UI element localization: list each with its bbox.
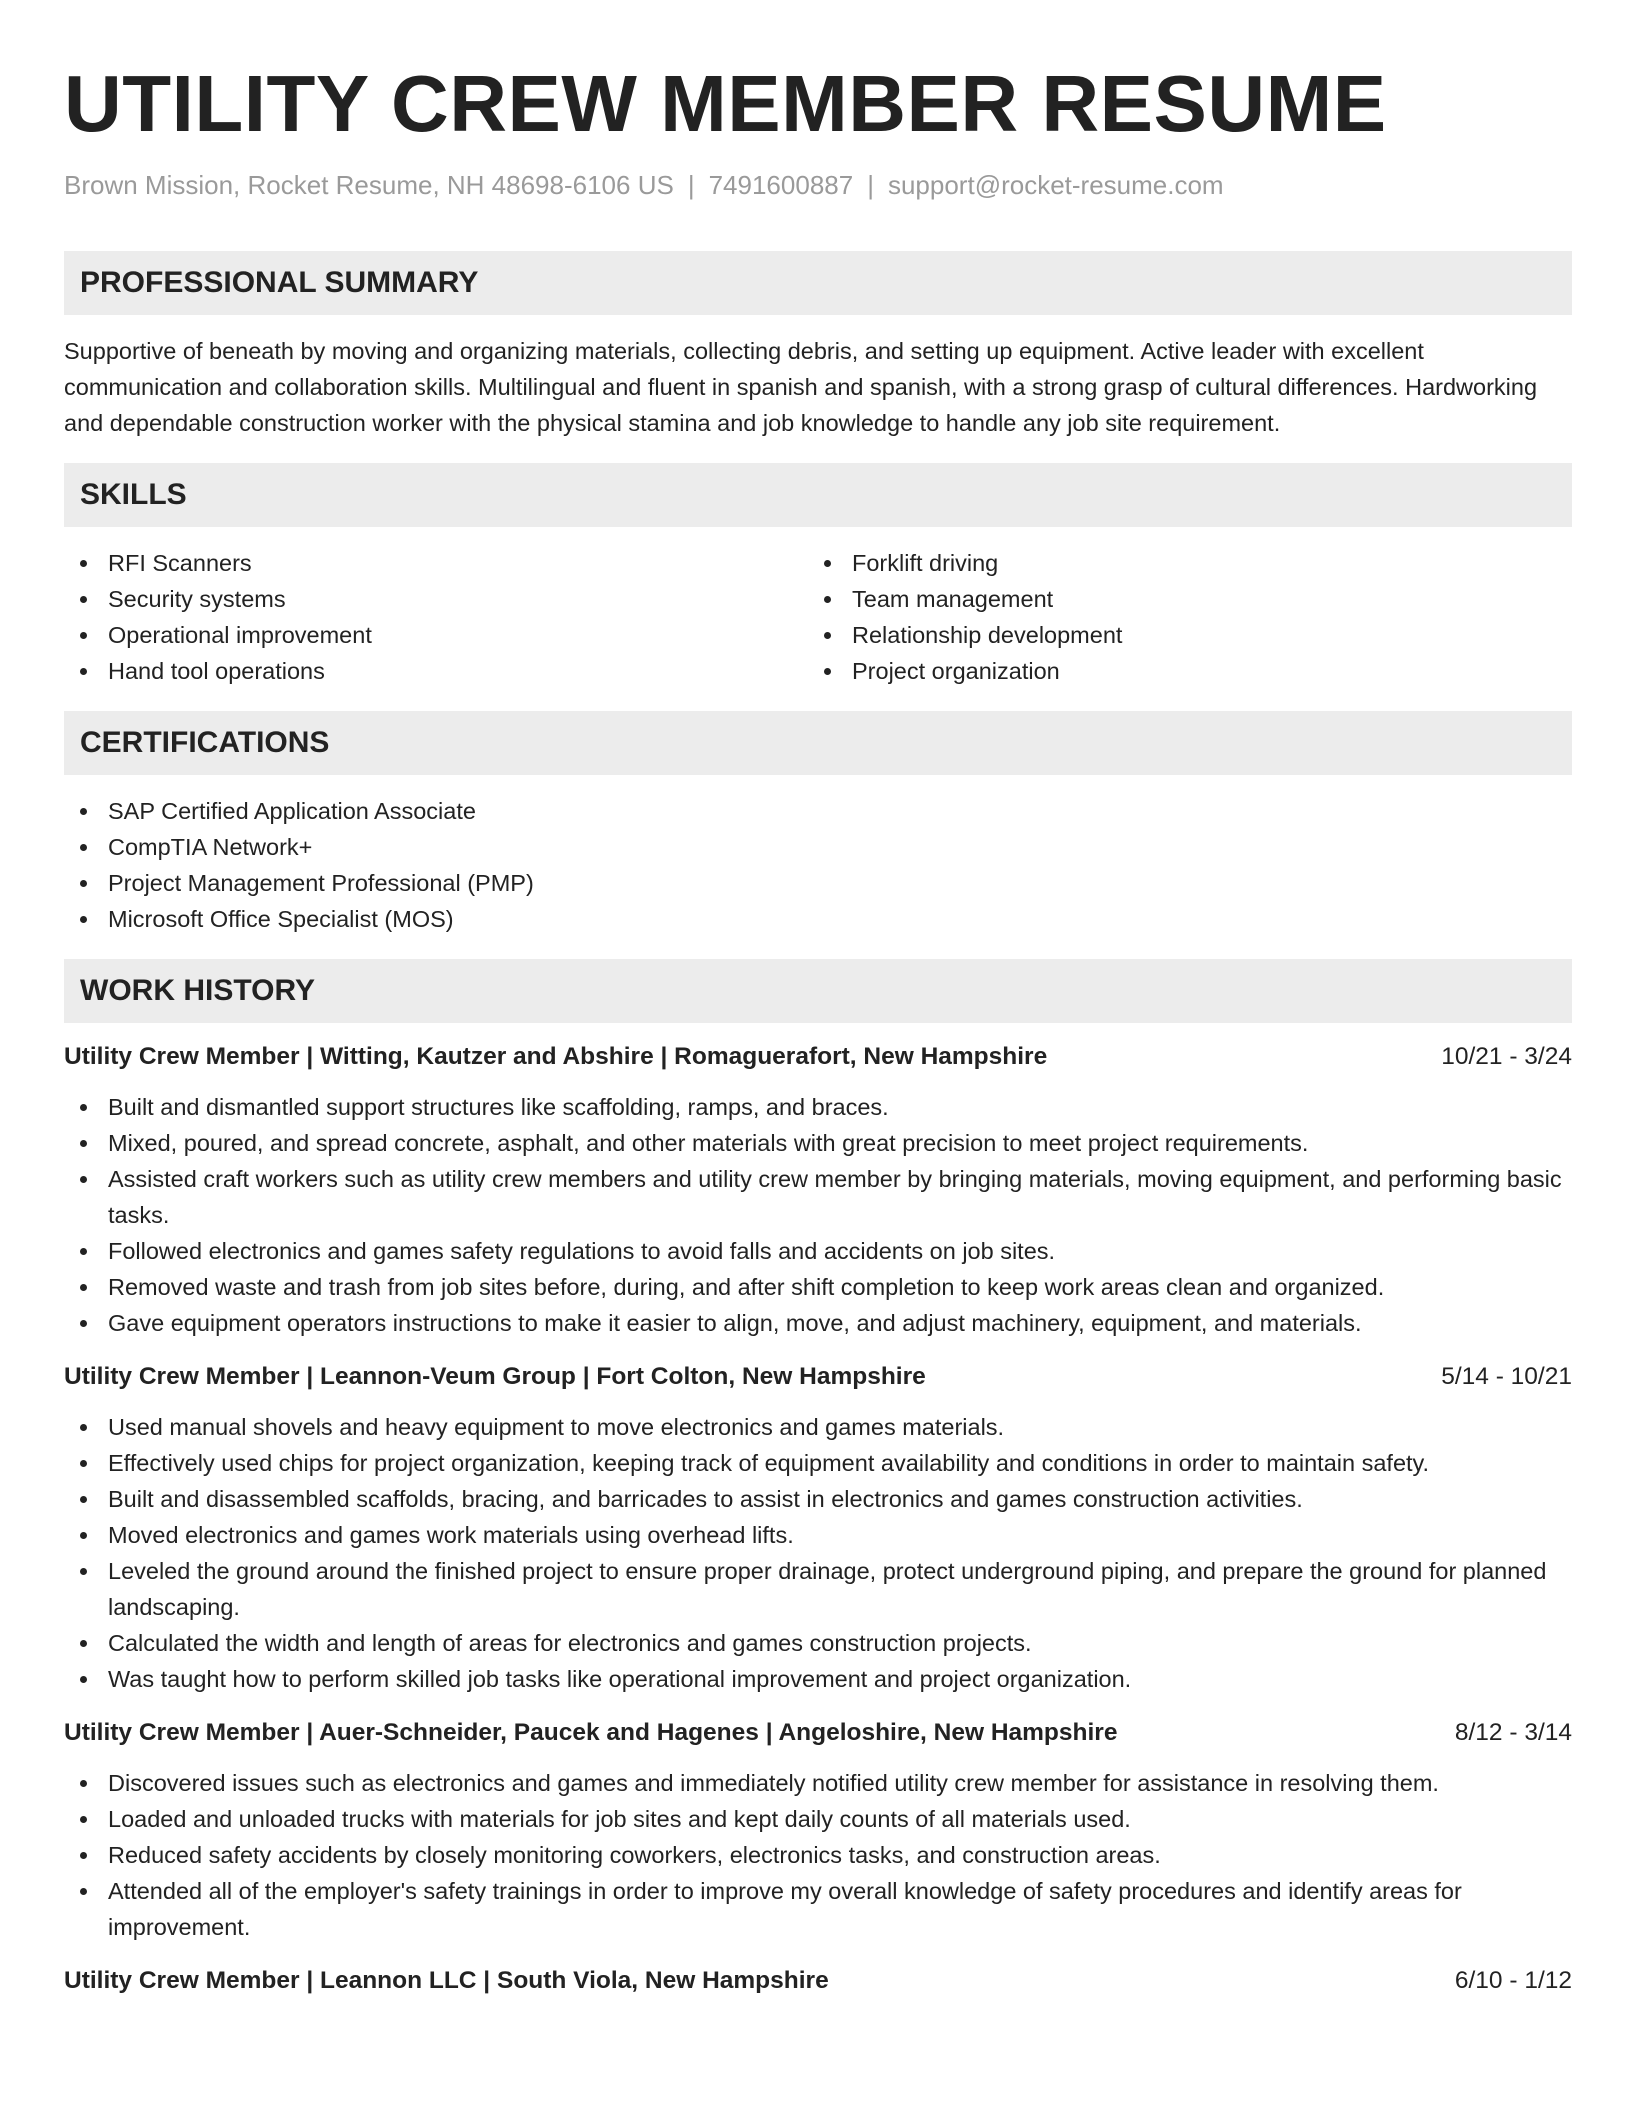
- job-header: [64, 1359, 1572, 1395]
- job-duties: [64, 1409, 1572, 1697]
- skill-item: Forklift driving: [808, 545, 1552, 581]
- job-duty: Built and disassembled scaffolds, bracing, and barricades to assist in electronics and games construction activities.: [64, 1481, 1572, 1517]
- contact-phone: 7491600887: [708, 170, 854, 200]
- job-entry: [64, 1359, 1572, 1697]
- job-duty: Loaded and unloaded trucks with materials for job sites and kept daily counts of all materials used.: [64, 1801, 1572, 1837]
- skill-item: RFI Scanners: [64, 545, 808, 581]
- job-duty: Calculated the width and length of areas for electronics and games construction projects.: [64, 1625, 1572, 1661]
- certification-item: Microsoft Office Specialist (MOS): [64, 901, 1572, 937]
- job-duty: Was taught how to perform skilled job tasks like operational improvement and project organization.: [64, 1661, 1572, 1697]
- skill-item: Hand tool operations: [64, 653, 808, 689]
- skill-item: Operational improvement: [64, 617, 808, 653]
- contact-separator: |: [687, 170, 695, 200]
- job-entry: [64, 1039, 1572, 1341]
- skills-column-right: [808, 545, 1552, 689]
- skill-item: Project organization: [808, 653, 1552, 689]
- job-title: Utility Crew Member | Leannon LLC | South Viola, New Hampshire: [64, 1967, 829, 1995]
- resume-page: [64, 0, 1572, 1999]
- job-duty: Reduced safety accidents by closely monitoring coworkers, electronics tasks, and construction areas.: [64, 1837, 1572, 1873]
- job-duty: Effectively used chips for project organization, keeping track of equipment availability and conditions in order to maintain safety.: [64, 1445, 1572, 1481]
- work-history-heading: WORK HISTORY: [64, 959, 1572, 1023]
- certifications-heading: CERTIFICATIONS: [64, 711, 1572, 775]
- job-duty: Removed waste and trash from job sites before, during, and after shift completion to keep work areas clean and organized.: [64, 1269, 1572, 1305]
- job-header: [64, 1963, 1572, 1999]
- summary-heading: PROFESSIONAL SUMMARY: [64, 251, 1572, 315]
- certification-item: CompTIA Network+: [64, 829, 1572, 865]
- job-header: [64, 1715, 1572, 1751]
- job-entry: [64, 1715, 1572, 1945]
- skills-heading: SKILLS: [64, 463, 1572, 527]
- skill-item: Relationship development: [808, 617, 1552, 653]
- job-duty: Assisted craft workers such as utility crew members and utility crew member by bringing materials, moving equipment, and performing basic tasks.: [64, 1161, 1572, 1233]
- contact-separator: |: [867, 170, 874, 200]
- job-dates: 6/10 - 1/12: [1454, 1967, 1572, 1995]
- job-entry: [64, 1963, 1572, 1999]
- resume-title: UTILITY CREW MEMBER RESUME: [64, 59, 1387, 148]
- job-title: Utility Crew Member | Witting, Kautzer and Abshire | Romaguerafort, New Hampshire: [64, 1043, 1048, 1071]
- certification-item: SAP Certified Application Associate: [64, 793, 1572, 829]
- job-dates: 8/12 - 3/14: [1454, 1719, 1572, 1747]
- contact-email: support@rocket-resume.com: [887, 170, 1224, 200]
- job-duty: Gave equipment operators instructions to make it easier to align, move, and adjust machinery, equipment, and materials.: [64, 1305, 1572, 1341]
- skill-item: Security systems: [64, 581, 808, 617]
- skills-list: [64, 545, 1572, 689]
- contact-line: [64, 170, 1572, 201]
- job-title: Utility Crew Member | Auer-Schneider, Paucek and Hagenes | Angeloshire, New Hampshire: [64, 1719, 1118, 1747]
- job-duty: Followed electronics and games safety regulations to avoid falls and accidents on job sites.: [64, 1233, 1572, 1269]
- job-duty: Mixed, poured, and spread concrete, asphalt, and other materials with great precision to meet project requirements.: [64, 1125, 1572, 1161]
- summary-text: Supportive of beneath by moving and organizing materials, collecting debris, and setting up equipment. Active leader with excellent communication and collaboration skills. Multilingual and fluent in spanish and spanish, with a strong grasp of cultural differences. Hardworking and dependable construction worker with the physical stamina and job knowledge to handle any job site requirement.: [64, 338, 1538, 437]
- job-dates: 5/14 - 10/21: [1441, 1363, 1572, 1391]
- job-duty: Moved electronics and games work materials using overhead lifts.: [64, 1517, 1572, 1553]
- job-duties: [64, 1089, 1572, 1341]
- job-dates: 10/21 - 3/24: [1441, 1043, 1572, 1071]
- job-duty: Leveled the ground around the finished project to ensure proper drainage, protect underground piping, and prepare the ground for planned landscaping.: [64, 1553, 1572, 1625]
- certification-item: Project Management Professional (PMP): [64, 865, 1572, 901]
- job-duty: Attended all of the employer's safety trainings in order to improve my overall knowledge of safety procedures and identify areas for improvement.: [64, 1873, 1572, 1945]
- job-duties: [64, 1765, 1572, 1945]
- skill-item: Team management: [808, 581, 1552, 617]
- job-duty: Built and dismantled support structures like scaffolding, ramps, and braces.: [64, 1089, 1572, 1125]
- job-duty: Used manual shovels and heavy equipment to move electronics and games materials.: [64, 1409, 1572, 1445]
- contact-address: Brown Mission, Rocket Resume, NH 48698-6106 US: [64, 170, 674, 200]
- job-header: [64, 1039, 1572, 1075]
- skills-column-left: [64, 545, 808, 689]
- job-title: Utility Crew Member | Leannon-Veum Group | Fort Colton, New Hampshire: [64, 1363, 926, 1391]
- certifications-list: [64, 793, 1572, 937]
- job-duty: Discovered issues such as electronics and games and immediately notified utility crew member for assistance in resolving them.: [64, 1765, 1572, 1801]
